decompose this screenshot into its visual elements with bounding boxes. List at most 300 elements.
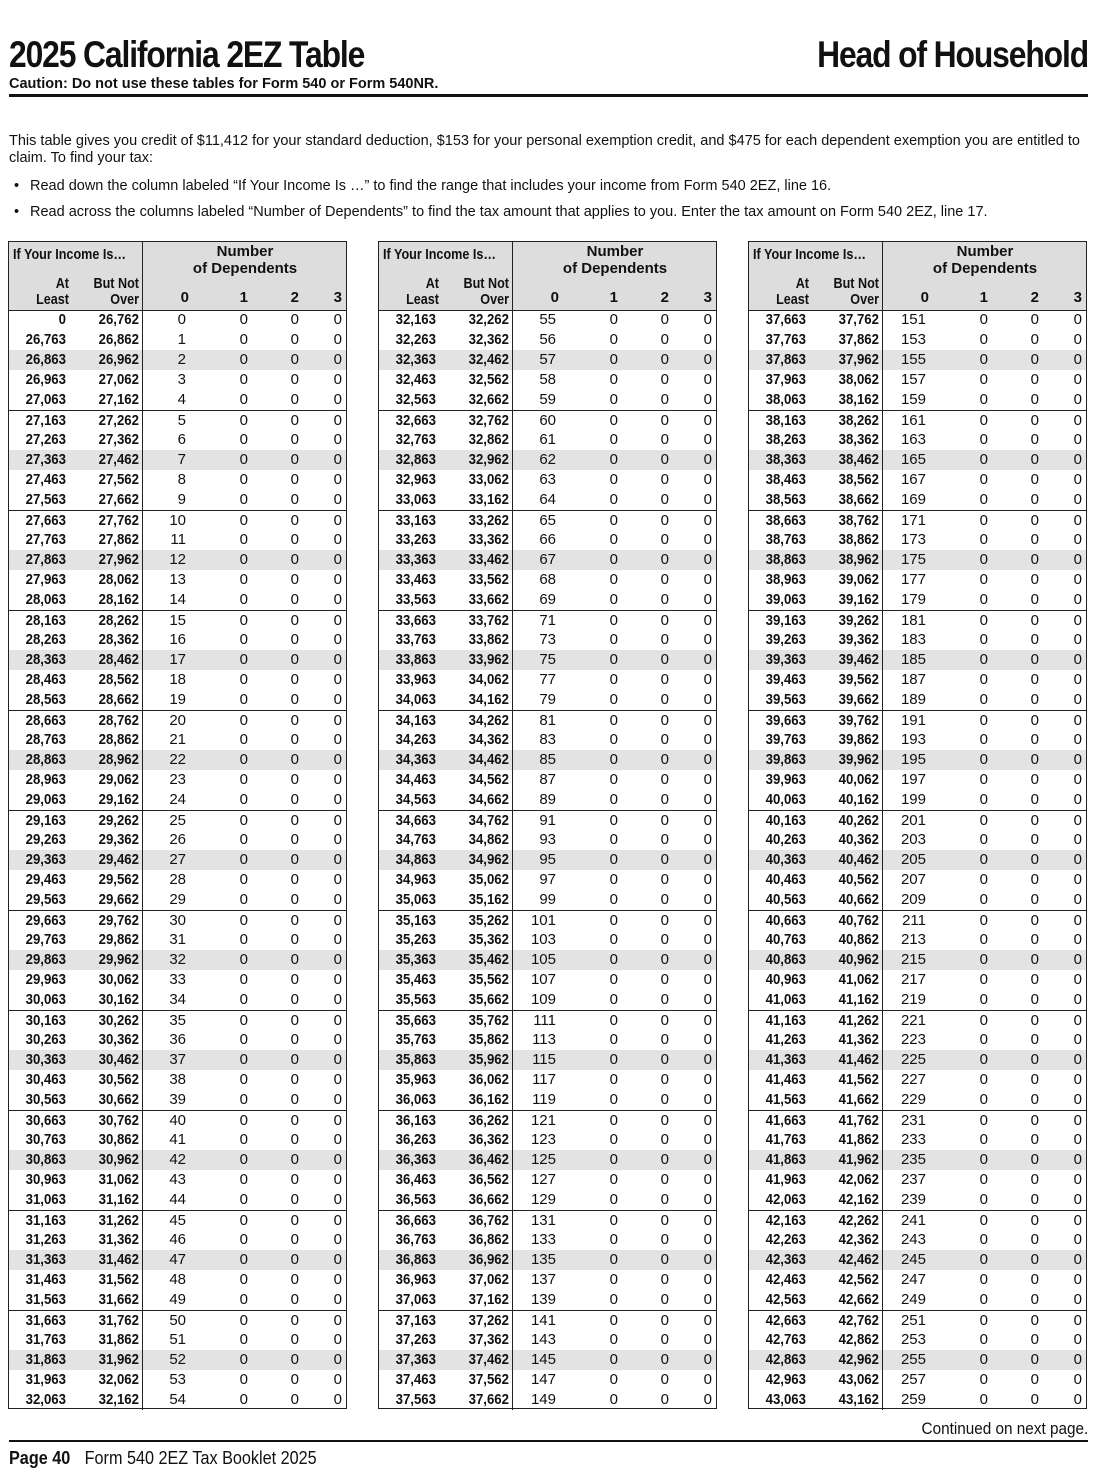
table-row	[379, 1030, 716, 1050]
tax-2-dependents: 0	[1030, 1131, 1039, 1148]
but-not-over-header	[80, 276, 139, 308]
income-at-least: 28,763	[25, 731, 67, 748]
tax-3-dependents: 0	[333, 1212, 342, 1229]
tax-1-dependent: 0	[609, 731, 618, 748]
income-at-least: 40,663	[765, 912, 806, 929]
tax-3-dependents: 0	[703, 1071, 712, 1088]
income-but-not-over: 37,262	[468, 1312, 509, 1329]
income-at-least: 28,663	[25, 712, 67, 729]
tax-2-dependents: 0	[1030, 391, 1039, 408]
tax-1-dependent: 0	[609, 771, 618, 788]
income-but-not-over: 42,062	[838, 1171, 879, 1188]
income-at-least: 38,463	[765, 471, 806, 488]
tax-0-dependents: 151	[900, 311, 926, 328]
table-row	[9, 1290, 346, 1310]
income-but-not-over: 29,562	[98, 871, 139, 888]
table-row	[9, 950, 346, 970]
tax-0-dependents: 91	[539, 812, 556, 829]
tax-2-dependents: 0	[660, 531, 669, 548]
tax-3-dependents: 0	[703, 871, 712, 888]
tax-1-dependent: 0	[979, 1391, 988, 1408]
tax-0-dependents: 11	[170, 531, 186, 548]
tax-1-dependent: 0	[609, 1312, 618, 1329]
tax-0-dependents: 54	[169, 1391, 186, 1408]
tax-0-dependents: 50	[169, 1312, 186, 1329]
income-but-not-over: 41,062	[838, 971, 879, 988]
tax-0-dependents: 10	[169, 512, 186, 529]
tax-3-dependents: 0	[333, 551, 342, 568]
income-but-not-over: 27,862	[98, 531, 139, 548]
table-row	[749, 570, 1086, 590]
tax-3-dependents: 0	[333, 1331, 342, 1348]
tax-0-dependents: 35	[169, 1012, 186, 1029]
tax-1-dependent: 0	[609, 1051, 618, 1068]
row-divider	[512, 1070, 513, 1090]
table-row	[749, 590, 1086, 610]
tax-0-dependents: 133	[530, 1231, 556, 1248]
income-at-least: 29,163	[25, 812, 67, 829]
income-but-not-over: 40,762	[838, 912, 879, 929]
income-but-not-over: 39,962	[838, 751, 879, 768]
tax-2-dependents: 0	[1030, 891, 1039, 908]
income-but-not-over: 30,662	[98, 1091, 139, 1108]
tax-1-dependent: 0	[609, 531, 618, 548]
income-but-not-over: 32,862	[468, 431, 509, 448]
row-divider	[882, 711, 883, 730]
tax-3-dependents: 0	[1073, 1391, 1082, 1408]
dependents-0-header: 0	[550, 289, 559, 306]
tax-2-dependents: 0	[290, 712, 299, 729]
tax-1-dependent: 0	[979, 1031, 988, 1048]
row-divider	[882, 1111, 883, 1130]
table-row	[749, 1330, 1086, 1350]
tax-0-dependents: 59	[539, 391, 556, 408]
income-but-not-over: 33,162	[468, 491, 509, 508]
income-but-not-over: 41,862	[838, 1131, 879, 1148]
tax-0-dependents: 171	[900, 512, 926, 529]
income-but-not-over: 41,262	[838, 1012, 879, 1029]
tax-0-dependents: 62	[539, 451, 556, 468]
income-but-not-over: 36,962	[468, 1251, 509, 1268]
row-divider	[882, 890, 883, 910]
table-row	[749, 1350, 1086, 1370]
tax-0-dependents: 48	[169, 1271, 186, 1288]
bullet-text: Read across the columns labeled “Number of Dependents” to find the tax amount that applies to you. Enter the tax amount on Form 540 2EZ, line 17.	[30, 204, 988, 220]
tax-0-dependents: 81	[539, 712, 556, 729]
row-divider	[882, 1350, 883, 1370]
row-divider	[882, 530, 883, 550]
income-at-least: 30,963	[25, 1171, 67, 1188]
income-but-not-over: 28,362	[98, 631, 139, 648]
table-rows	[749, 310, 1086, 1410]
tax-1-dependent: 0	[239, 1312, 248, 1329]
table-row	[9, 810, 346, 830]
tax-2-dependents: 0	[660, 951, 669, 968]
row-divider	[882, 1311, 883, 1330]
income-at-least: 30,063	[25, 991, 67, 1008]
income-at-least: 35,263	[395, 931, 436, 948]
tax-3-dependents: 0	[703, 731, 712, 748]
income-but-not-over: 40,462	[838, 851, 879, 868]
tax-0-dependents: 75	[539, 651, 556, 668]
tax-2-dependents: 0	[290, 771, 299, 788]
page-title: 2025 California 2EZ Table	[9, 34, 365, 75]
tax-2-dependents: 0	[1030, 1031, 1039, 1048]
tax-2-dependents: 0	[660, 1091, 669, 1108]
tax-0-dependents: 197	[900, 771, 926, 788]
tax-3-dependents: 0	[333, 912, 342, 929]
table-row	[379, 570, 716, 590]
tax-3-dependents: 0	[333, 791, 342, 808]
row-divider	[882, 390, 883, 410]
number-of-dependents-header	[883, 242, 1087, 277]
tax-2-dependents: 0	[290, 551, 299, 568]
table-row	[379, 410, 716, 430]
tax-1-dependent: 0	[239, 1151, 248, 1168]
tax-1-dependent: 0	[609, 751, 618, 768]
income-at-least: 33,463	[395, 571, 436, 588]
filing-status-title: Head of Household	[817, 34, 1088, 75]
table-header	[9, 242, 346, 311]
row-divider	[512, 390, 513, 410]
income-but-not-over: 33,362	[468, 531, 509, 548]
but-not-over-line-2: Over	[480, 291, 509, 308]
table-row	[749, 1270, 1086, 1290]
tax-3-dependents: 0	[703, 1131, 712, 1148]
income-but-not-over: 36,062	[468, 1071, 509, 1088]
tax-1-dependent: 0	[609, 391, 618, 408]
income-at-least: 41,563	[765, 1091, 806, 1108]
table-row	[9, 930, 346, 950]
tax-3-dependents: 0	[1073, 791, 1082, 808]
income-at-least: 35,063	[395, 891, 436, 908]
row-divider	[882, 790, 883, 810]
row-divider	[512, 770, 513, 790]
tax-3-dependents: 0	[333, 1351, 342, 1368]
income-but-not-over: 29,162	[98, 791, 139, 808]
income-at-least: 34,363	[395, 751, 436, 768]
row-divider	[142, 330, 143, 350]
tax-3-dependents: 0	[333, 931, 342, 948]
tax-0-dependents: 55	[539, 311, 556, 328]
table-row	[9, 370, 346, 390]
tax-0-dependents: 111	[533, 1012, 556, 1029]
tax-3-dependents: 0	[333, 951, 342, 968]
income-but-not-over: 31,962	[98, 1351, 139, 1368]
row-divider	[142, 770, 143, 790]
tax-0-dependents: 87	[539, 771, 556, 788]
tax-3-dependents: 0	[703, 671, 712, 688]
row-divider	[512, 930, 513, 950]
tax-3-dependents: 0	[333, 1091, 342, 1108]
income-but-not-over: 40,662	[838, 891, 879, 908]
income-at-least: 28,563	[25, 691, 67, 708]
tax-0-dependents: 57	[539, 351, 556, 368]
row-divider	[142, 1270, 143, 1290]
row-divider	[512, 1111, 513, 1130]
tax-3-dependents: 0	[1073, 971, 1082, 988]
income-but-not-over: 35,562	[468, 971, 509, 988]
table-row	[9, 450, 346, 470]
income-at-least: 37,963	[765, 371, 806, 388]
tax-0-dependents: 63	[539, 471, 556, 488]
income-at-least: 42,663	[765, 1312, 806, 1329]
income-but-not-over: 36,762	[468, 1212, 509, 1229]
tax-2-dependents: 0	[290, 1371, 299, 1388]
tax-3-dependents: 0	[703, 951, 712, 968]
income-but-not-over: 28,762	[98, 712, 139, 729]
tax-1-dependent: 0	[239, 1171, 248, 1188]
table-row	[749, 350, 1086, 370]
income-at-least: 27,963	[25, 571, 67, 588]
tax-3-dependents: 0	[333, 371, 342, 388]
tax-2-dependents: 0	[1030, 351, 1039, 368]
tax-3-dependents: 0	[333, 1051, 342, 1068]
tax-0-dependents: 77	[539, 671, 556, 688]
tax-3-dependents: 0	[1073, 311, 1082, 328]
tax-1-dependent: 0	[609, 1371, 618, 1388]
tax-3-dependents: 0	[1073, 951, 1082, 968]
income-but-not-over: 40,262	[838, 812, 879, 829]
table-row	[9, 1350, 346, 1370]
continued-note: Continued on next page.	[921, 1419, 1088, 1438]
tax-2-dependents: 0	[1030, 851, 1039, 868]
income-at-least: 37,663	[765, 311, 806, 328]
table-row	[379, 1230, 716, 1250]
tax-1-dependent: 0	[239, 1191, 248, 1208]
tax-3-dependents: 0	[1073, 691, 1082, 708]
income-at-least: 39,563	[765, 691, 806, 708]
row-divider	[882, 490, 883, 510]
table-row	[749, 870, 1086, 890]
tax-3-dependents: 0	[703, 571, 712, 588]
income-but-not-over: 39,162	[838, 591, 879, 608]
tax-1-dependent: 0	[239, 691, 248, 708]
table-row	[379, 890, 716, 910]
tax-1-dependent: 0	[979, 971, 988, 988]
income-at-least: 32,663	[395, 412, 436, 429]
tax-2-dependents: 0	[660, 1112, 669, 1129]
tax-1-dependent: 0	[239, 871, 248, 888]
tax-1-dependent: 0	[239, 971, 248, 988]
row-divider	[882, 1030, 883, 1050]
tax-1-dependent: 0	[239, 1391, 248, 1408]
tax-3-dependents: 0	[333, 1112, 342, 1129]
table-row	[749, 1050, 1086, 1070]
table-row	[9, 1210, 346, 1230]
table-row	[379, 330, 716, 350]
tax-2-dependents: 0	[660, 1271, 669, 1288]
tax-1-dependent: 0	[979, 491, 988, 508]
row-divider	[512, 310, 513, 330]
income-at-least: 35,363	[395, 951, 436, 968]
tax-2-dependents: 0	[290, 831, 299, 848]
income-at-least: 39,963	[765, 771, 806, 788]
tax-2-dependents: 0	[290, 351, 299, 368]
table-row	[9, 1010, 346, 1030]
income-but-not-over: 37,162	[468, 1291, 509, 1308]
tax-3-dependents: 0	[1073, 391, 1082, 408]
tax-1-dependent: 0	[239, 851, 248, 868]
income-but-not-over: 33,562	[468, 571, 509, 588]
income-at-least: 38,963	[765, 571, 806, 588]
tax-0-dependents: 60	[539, 412, 556, 429]
income-but-not-over: 30,862	[98, 1131, 139, 1148]
tax-2-dependents: 0	[660, 371, 669, 388]
tax-2-dependents: 0	[660, 651, 669, 668]
tax-0-dependents: 211	[902, 912, 926, 929]
table-row	[9, 1090, 346, 1110]
tax-1-dependent: 0	[979, 1231, 988, 1248]
row-divider	[512, 1330, 513, 1350]
tax-0-dependents: 125	[530, 1151, 556, 1168]
tax-0-dependents: 181	[900, 612, 926, 629]
income-at-least: 40,063	[765, 791, 806, 808]
but-not-over-header	[450, 276, 509, 308]
tax-0-dependents: 61	[539, 431, 556, 448]
row-divider	[882, 330, 883, 350]
row-divider	[512, 1370, 513, 1390]
tax-3-dependents: 0	[333, 491, 342, 508]
income-but-not-over: 29,662	[98, 891, 139, 908]
table-row	[9, 670, 346, 690]
tax-1-dependent: 0	[239, 351, 248, 368]
row-divider	[882, 470, 883, 490]
table-row	[749, 1230, 1086, 1250]
tax-0-dependents: 85	[539, 751, 556, 768]
income-at-least: 35,163	[395, 912, 436, 929]
income-at-least: 37,363	[395, 1351, 436, 1368]
income-at-least: 37,263	[395, 1331, 436, 1348]
tax-2-dependents: 0	[1030, 1371, 1039, 1388]
row-divider	[142, 750, 143, 770]
if-income-header: If Your Income Is…	[753, 246, 866, 263]
tax-2-dependents: 0	[1030, 311, 1039, 328]
at-least-line-2: Least	[406, 291, 439, 308]
tax-0-dependents: 67	[539, 551, 556, 568]
tax-0-dependents: 0	[177, 311, 186, 328]
income-but-not-over: 43,162	[838, 1391, 879, 1408]
tax-2-dependents: 0	[290, 412, 299, 429]
tax-1-dependent: 0	[239, 751, 248, 768]
income-but-not-over: 32,262	[468, 311, 509, 328]
income-at-least: 32,263	[395, 331, 436, 348]
income-at-least: 42,963	[765, 1371, 806, 1388]
tax-3-dependents: 0	[703, 612, 712, 629]
tax-2-dependents: 0	[660, 311, 669, 328]
row-divider	[142, 530, 143, 550]
income-but-not-over: 38,662	[838, 491, 879, 508]
tax-0-dependents: 251	[900, 1312, 926, 1329]
tax-0-dependents: 167	[900, 471, 926, 488]
income-at-least: 29,063	[25, 791, 67, 808]
tax-3-dependents: 0	[703, 1251, 712, 1268]
tax-3-dependents: 0	[333, 851, 342, 868]
row-divider	[882, 310, 883, 330]
income-but-not-over: 30,762	[98, 1112, 139, 1129]
tax-1-dependent: 0	[609, 491, 618, 508]
tax-0-dependents: 41	[169, 1131, 186, 1148]
income-at-least: 42,563	[765, 1291, 806, 1308]
table-row	[379, 1050, 716, 1070]
table-row	[749, 1070, 1086, 1090]
tax-2-dependents: 0	[290, 631, 299, 648]
table-row	[379, 1190, 716, 1210]
row-divider	[882, 911, 883, 930]
tax-2-dependents: 0	[1030, 671, 1039, 688]
tax-0-dependents: 65	[539, 512, 556, 529]
tax-1-dependent: 0	[239, 1351, 248, 1368]
tax-1-dependent: 0	[239, 831, 248, 848]
tax-3-dependents: 0	[1073, 531, 1082, 548]
tax-1-dependent: 0	[239, 1371, 248, 1388]
table-row	[379, 610, 716, 630]
table-row	[379, 1250, 716, 1270]
tax-3-dependents: 0	[1073, 1251, 1082, 1268]
income-at-least: 29,663	[25, 912, 67, 929]
income-but-not-over: 34,462	[468, 751, 509, 768]
tax-0-dependents: 36	[169, 1031, 186, 1048]
tax-0-dependents: 5	[177, 412, 186, 429]
income-at-least: 34,663	[395, 812, 436, 829]
tax-3-dependents: 0	[333, 1071, 342, 1088]
income-at-least: 33,163	[395, 512, 436, 529]
tax-2-dependents: 0	[1030, 1231, 1039, 1248]
income-but-not-over: 29,962	[98, 951, 139, 968]
income-at-least: 36,563	[395, 1191, 436, 1208]
income-but-not-over: 42,762	[838, 1312, 879, 1329]
income-at-least: 40,563	[765, 891, 806, 908]
table-row	[9, 490, 346, 510]
table-row	[9, 850, 346, 870]
tax-2-dependents: 0	[290, 531, 299, 548]
table-row	[749, 1170, 1086, 1190]
tax-3-dependents: 0	[333, 751, 342, 768]
table-row	[749, 1010, 1086, 1030]
table-row	[379, 950, 716, 970]
tax-0-dependents: 217	[900, 971, 926, 988]
income-but-not-over: 30,262	[98, 1012, 139, 1029]
income-at-least: 32,763	[395, 431, 436, 448]
tax-2-dependents: 0	[290, 431, 299, 448]
table-row	[379, 370, 716, 390]
tax-3-dependents: 0	[703, 591, 712, 608]
tax-0-dependents: 129	[530, 1191, 556, 1208]
row-divider	[142, 711, 143, 730]
tax-3-dependents: 0	[703, 391, 712, 408]
income-but-not-over: 41,562	[838, 1071, 879, 1088]
tax-3-dependents: 0	[1073, 1112, 1082, 1129]
income-at-least: 28,363	[25, 651, 67, 668]
if-income-header: If Your Income Is…	[383, 246, 496, 263]
income-at-least: 31,663	[25, 1312, 67, 1329]
income-but-not-over: 34,262	[468, 712, 509, 729]
income-but-not-over: 29,862	[98, 931, 139, 948]
tax-1-dependent: 0	[979, 1312, 988, 1329]
nod-line-1: Number	[956, 243, 1014, 260]
table-row	[379, 1090, 716, 1110]
tax-2-dependents: 0	[290, 812, 299, 829]
tax-1-dependent: 0	[609, 651, 618, 668]
tax-1-dependent: 0	[979, 1171, 988, 1188]
income-at-least: 34,163	[395, 712, 436, 729]
tax-3-dependents: 0	[703, 831, 712, 848]
income-but-not-over: 41,962	[838, 1151, 879, 1168]
tax-2-dependents: 0	[660, 1131, 669, 1148]
table-row	[9, 1030, 346, 1050]
income-at-least: 40,863	[765, 951, 806, 968]
tax-1-dependent: 0	[609, 1212, 618, 1229]
